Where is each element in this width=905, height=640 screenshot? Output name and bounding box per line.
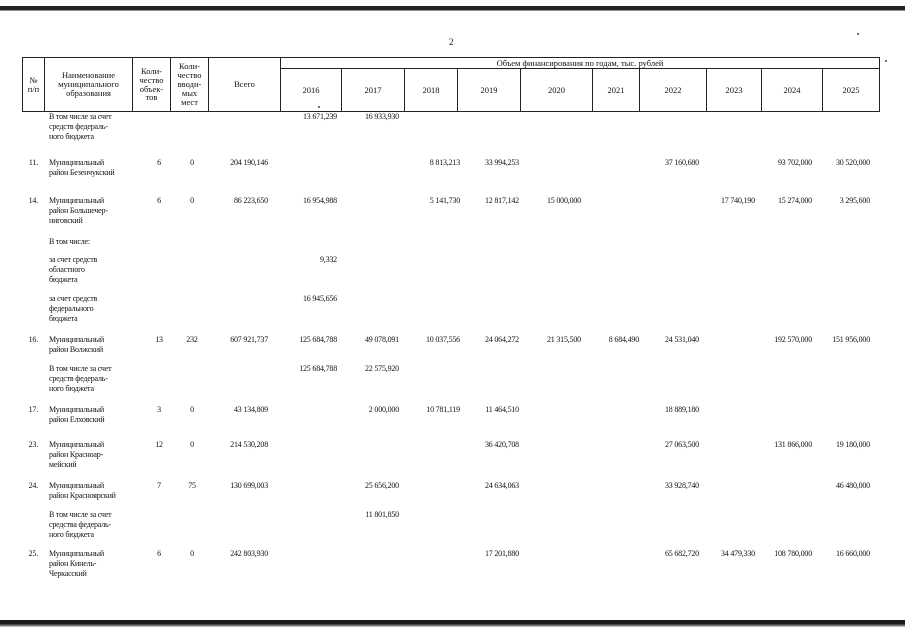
row-objects: 13 [155, 335, 163, 344]
header-year: 2021 [593, 69, 640, 112]
row-name: В том числе за счет средств федераль- ного бюджета [49, 112, 112, 141]
row-year-value: 13 671,239 [302, 112, 337, 121]
row-places: 0 [190, 549, 194, 558]
row-name: В том числе за счет средства федераль- ного бюджета [49, 510, 112, 539]
header-year: 2022 [640, 69, 707, 112]
scan-speck [857, 33, 859, 35]
row-places: 0 [190, 196, 194, 205]
row-objects: 6 [157, 158, 161, 167]
header-year: 2016 [281, 69, 342, 112]
row-year-value: 15 274,000 [777, 196, 812, 205]
row-places: 232 [186, 335, 198, 344]
header-year: 2018 [405, 69, 458, 112]
row-total: 43 134,809 [233, 405, 268, 414]
row-total: 214 530,208 [230, 440, 268, 449]
row-year-value: 125 684,788 [299, 335, 337, 344]
row-year-value: 65 682,720 [664, 549, 699, 558]
row-year-value: 8 813,213 [429, 158, 460, 167]
row-name: Муниципальный район Безенчукский [49, 158, 115, 177]
row-year-value: 49 078,091 [364, 335, 399, 344]
header-total: Всего [209, 58, 281, 112]
row-year-value: 37 160,680 [664, 158, 699, 167]
header-name: Наименование муниципального образования [45, 58, 133, 112]
header-no: № п/п [23, 58, 45, 112]
row-name: В том числе: [49, 237, 90, 246]
header-year: 2023 [707, 69, 762, 112]
row-places: 75 [188, 481, 196, 490]
bottom-scan-border [0, 616, 905, 630]
row-year-value: 10 037,556 [425, 335, 460, 344]
row-year-value: 34 479,330 [720, 549, 755, 558]
row-year-value: 24 064,272 [484, 335, 519, 344]
row-total: 242 803,930 [230, 549, 268, 558]
row-objects: 3 [157, 405, 161, 414]
header-year: 2025 [823, 69, 880, 112]
row-year-value: 16 945,656 [302, 294, 337, 303]
row-objects: 6 [157, 196, 161, 205]
row-total: 130 699,003 [230, 481, 268, 490]
row-year-value: 10 781,119 [426, 405, 460, 414]
row-year-value: 17 201,880 [484, 549, 519, 558]
row-number: 14. [28, 196, 38, 205]
row-name: Муниципальный район Красноярский [49, 481, 116, 500]
row-year-value: 131 866,000 [774, 440, 812, 449]
header-funding: Объем финансирования по годам, тыс. рублей [281, 58, 880, 69]
row-number: 16. [28, 335, 38, 344]
row-name: В том числе за счет средств федераль- ного бюджета [49, 364, 112, 393]
row-total: 607 921,737 [230, 335, 268, 344]
row-name: за счет средств областного бюджета [49, 255, 98, 284]
row-objects: 12 [155, 440, 163, 449]
row-year-value: 33 928,740 [664, 481, 699, 490]
page-number: 2 [449, 37, 454, 47]
row-year-value: 151 956,000 [832, 335, 870, 344]
row-number: 23. [28, 440, 38, 449]
row-year-value: 33 994,253 [484, 158, 519, 167]
row-name: Муниципальный район Кинель- Черкасский [49, 549, 104, 578]
row-year-value: 27 063,500 [664, 440, 699, 449]
row-year-value: 192 570,000 [774, 335, 812, 344]
row-number: 11. [28, 158, 38, 167]
row-number: 24. [28, 481, 38, 490]
row-places: 0 [190, 440, 194, 449]
row-total: 204 190,146 [230, 158, 268, 167]
header-year: 2019 [458, 69, 521, 112]
row-year-value: 11 464,510 [485, 405, 519, 414]
row-year-value: 24 531,040 [664, 335, 699, 344]
header-objects: Коли- чество объек- тов [133, 58, 171, 112]
row-year-value: 30 520,000 [835, 158, 870, 167]
scan-speck [885, 60, 887, 62]
row-year-value: 5 141,730 [429, 196, 460, 205]
row-year-value: 8 684,490 [608, 335, 639, 344]
row-year-value: 15 000,000 [546, 196, 581, 205]
row-name: Муниципальный район Елховский [49, 405, 105, 424]
row-number: 17. [28, 405, 38, 414]
row-name: Муниципальный район Волжский [49, 335, 104, 354]
header-places: Коли- чество вводи- мых мест [171, 58, 209, 112]
row-year-value: 12 817,142 [484, 196, 519, 205]
row-total: 86 223,650 [233, 196, 268, 205]
row-year-value: 9,332 [319, 255, 337, 264]
row-year-value: 24 634,063 [484, 481, 519, 490]
row-places: 0 [190, 158, 194, 167]
row-year-value: 17 740,190 [720, 196, 755, 205]
row-objects: 7 [157, 481, 161, 490]
row-year-value: 93 702,000 [777, 158, 812, 167]
row-number: 25. [28, 549, 38, 558]
row-year-value: 108 780,000 [774, 549, 812, 558]
header-year: 2020 [521, 69, 593, 112]
row-year-value: 11 801,850 [365, 510, 399, 519]
header-year: 2017 [342, 69, 405, 112]
row-places: 0 [190, 405, 194, 414]
row-year-value: 16 660,000 [835, 549, 870, 558]
scan-speck [318, 106, 320, 108]
header-year: 2024 [762, 69, 823, 112]
row-name: Муниципальный район Большечер- ниговский [49, 196, 108, 225]
row-year-value: 19 180,000 [835, 440, 870, 449]
row-year-value: 3 295,600 [839, 196, 870, 205]
row-objects: 6 [157, 549, 161, 558]
row-year-value: 16 954,988 [302, 196, 337, 205]
row-year-value: 36 420,708 [484, 440, 519, 449]
row-year-value: 18 889,180 [664, 405, 699, 414]
row-name: за счет средств федерального бюджета [49, 294, 98, 323]
row-year-value: 21 315,500 [546, 335, 581, 344]
row-year-value: 16 933,930 [364, 112, 399, 121]
row-year-value: 22 575,920 [364, 364, 399, 373]
row-year-value: 125 684,788 [299, 364, 337, 373]
row-name: Муниципальный район Красноар- мейский [49, 440, 104, 469]
row-year-value: 25 656,200 [364, 481, 399, 490]
row-year-value: 2 000,000 [368, 405, 399, 414]
row-year-value: 46 480,000 [835, 481, 870, 490]
